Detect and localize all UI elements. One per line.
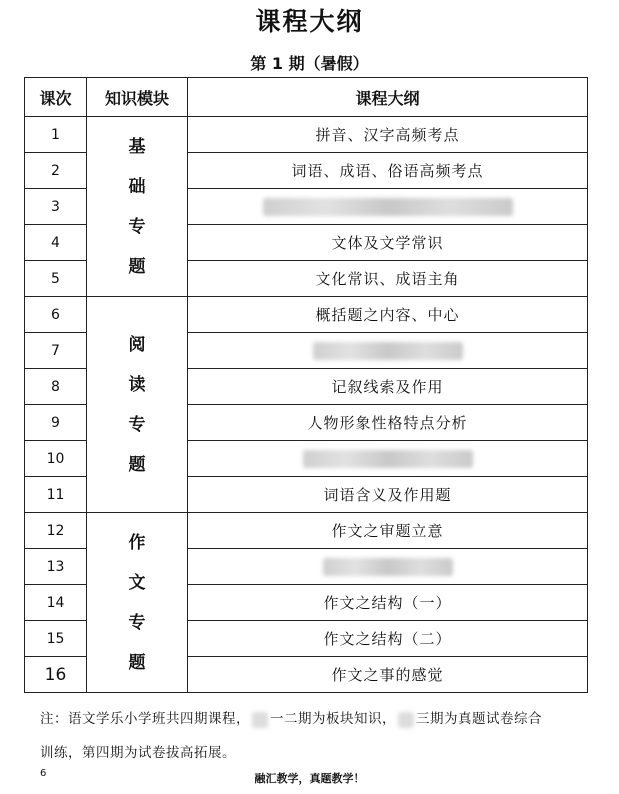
lesson-topic-redacted [188,333,588,369]
lesson-topic: 文体及文学常识 [188,225,588,261]
module-char: 文 [128,572,146,593]
page-number: 6 [40,768,47,779]
lesson-number: 13 [25,549,87,585]
lesson-topic: 记叙线索及作用 [188,369,588,405]
lesson-number: 8 [25,369,87,405]
module-char: 专 [128,414,146,435]
redaction-blur [323,558,453,576]
module-char: 作 [128,532,146,553]
header-lesson: 课次 [25,78,87,117]
redaction-blur [252,712,268,728]
lesson-topic: 作文之审题立意 [188,513,588,549]
module-basic [87,117,188,297]
module-char: 阅 [128,334,146,355]
module-char: 题 [128,652,146,673]
lesson-number: 7 [25,333,87,369]
redaction-blur [313,342,463,360]
footer-slogan: 融汇教学，真题教学！ [254,772,365,785]
lesson-topic: 拼音、汉字高频考点 [188,117,588,153]
redaction-blur [398,712,414,728]
lesson-number: 4 [25,225,87,261]
lesson-number: 5 [25,261,87,297]
note-text: 三期为真题试卷综合 [416,711,542,727]
page-title: 课程大纲 [255,7,364,36]
lesson-topic-redacted [188,189,588,225]
lesson-number: 11 [25,477,87,513]
lesson-number: 15 [25,621,87,657]
module-char: 题 [128,256,146,277]
lesson-number: 6 [25,297,87,333]
module-char: 基 [128,136,146,157]
term-subtitle: 第 1 期（暑假） [250,54,369,73]
table-row [25,297,588,333]
table-header-row [25,78,588,117]
note-text: 注：语文学乐小学班共四期课程， [40,711,250,727]
module-reading [87,297,188,513]
note-text: 训练，第四期为试卷拔高拓展。 [40,745,236,761]
redaction-blur [263,198,513,216]
table-row [25,513,588,549]
module-writing [87,513,188,693]
lesson-number: 14 [25,585,87,621]
syllabus-table [24,77,588,693]
lesson-number: 3 [25,189,87,225]
header-outline: 课程大纲 [188,78,588,117]
lesson-number: 2 [25,153,87,189]
note-text: 一二期为板块知识， [270,711,396,727]
lesson-topic: 作文之结构（一） [188,585,588,621]
module-char: 专 [128,216,146,237]
lesson-topic: 概括题之内容、中心 [188,297,588,333]
lesson-topic: 词语含义及作用题 [188,477,588,513]
lesson-number: 1 [25,117,87,153]
lesson-topic: 作文之事的感觉 [188,657,588,693]
module-char: 础 [128,176,146,197]
module-char: 读 [128,374,146,395]
module-char: 专 [128,612,146,633]
header-module: 知识模块 [87,78,188,117]
lesson-topic: 人物形象性格特点分析 [188,405,588,441]
lesson-topic: 词语、成语、俗语高频考点 [188,153,588,189]
table-row [25,117,588,153]
lesson-topic: 文化常识、成语主角 [188,261,588,297]
lesson-number: 16 [25,657,87,693]
lesson-topic-redacted [188,441,588,477]
lesson-topic: 作文之结构（二） [188,621,588,657]
course-note [40,702,600,770]
redaction-blur [303,450,473,468]
lesson-number: 9 [25,405,87,441]
module-char: 题 [128,454,146,475]
lesson-topic-redacted [188,549,588,585]
lesson-number: 12 [25,513,87,549]
lesson-number: 10 [25,441,87,477]
